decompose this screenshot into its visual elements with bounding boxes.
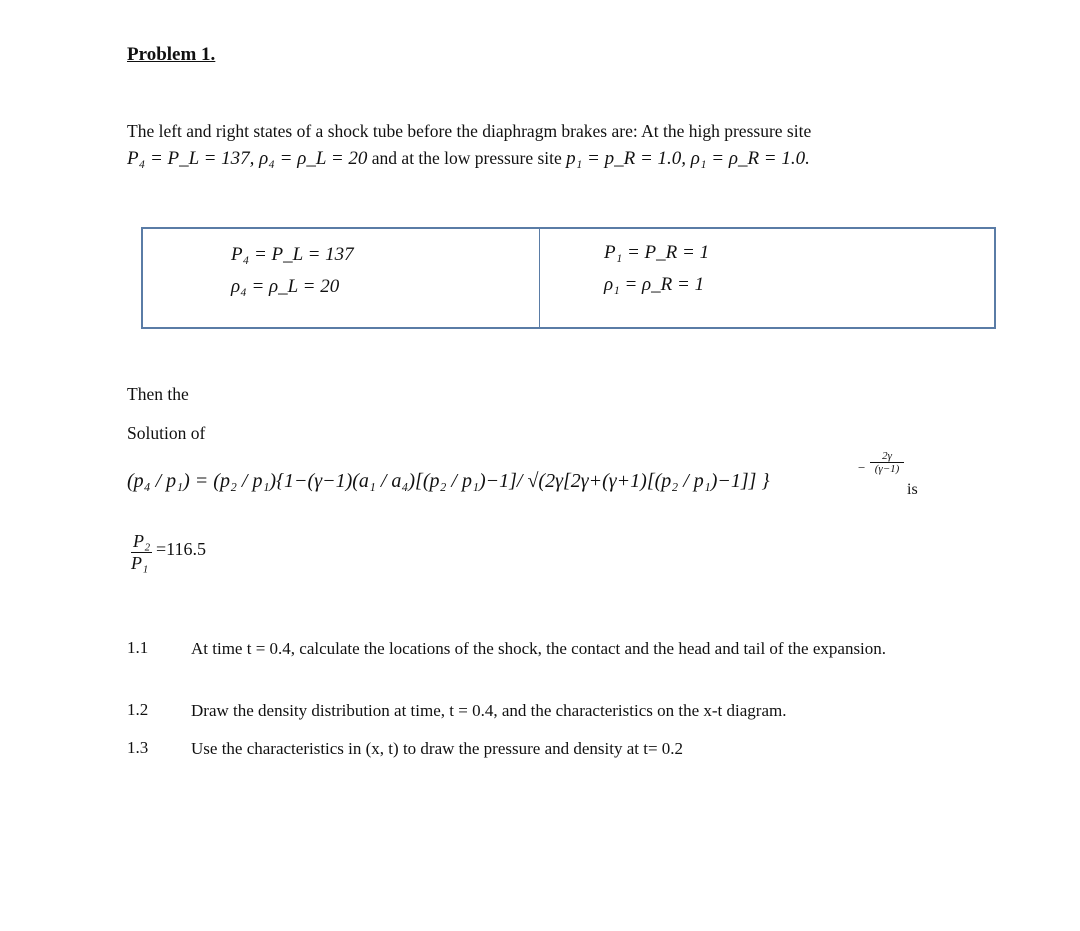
equation-exponent (870, 450, 904, 475)
is-word: is (907, 481, 918, 498)
question-text: At time t = 0.4, calculate the locations of the shock, the contact and the head and tail of the expansion. (191, 639, 887, 658)
right-pressure: P₁ = P_R = 1 (604, 242, 710, 263)
shock-tube-equation: (p₄ / p₁) = (p₂ / p₁){1−(γ−1)(a₁ / a₄)[(p₂ / p₁)−1]/ √(2γ[2γ+(γ+1)[(p₂ / p₁)−1]] } (127, 470, 770, 492)
low-pressure-state-equation: p₁ = p_R = 1.0, ρ₁ = ρ_R = 1.0. (566, 148, 810, 169)
high-pressure-state-equation: P₄ = P_L = 137, ρ₄ = ρ_L = 20 (127, 148, 368, 169)
ratio-denominator: P₁ (131, 553, 149, 573)
left-density: ρ₄ = ρ_L = 20 (231, 276, 340, 297)
ratio-numerator: P₂ (133, 531, 151, 551)
question-number: 1.1 (127, 638, 149, 657)
intro-mid-text: and at the low pressure site (371, 148, 562, 168)
right-density: ρ₁ = ρ_R = 1 (604, 274, 705, 295)
pressure-ratio-fraction (131, 531, 152, 574)
question-text: Use the characteristics in (x, t) to draw the pressure and density at t= 0.2 (191, 739, 684, 758)
intro-line-2 (127, 148, 810, 170)
problem-title: Problem 1. (127, 44, 216, 65)
exponent-numerator: 2γ (870, 450, 904, 463)
exponent-denominator: (γ−1) (874, 463, 900, 475)
question-number: 1.3 (127, 738, 149, 757)
table-divider (539, 229, 540, 327)
question-number: 1.2 (127, 700, 149, 719)
pressure-ratio-value: =116.5 (156, 539, 206, 559)
intro-line-1: The left and right states of a shock tube before the diaphragm brakes are: At the high pressure site (127, 121, 812, 141)
then-the-text: Then the (127, 384, 189, 404)
left-pressure: P₄ = P_L = 137 (231, 244, 354, 265)
solution-of-text: Solution of (127, 423, 206, 443)
exponent-sign: − (858, 460, 866, 475)
question-text: Draw the density distribution at time, t = 0.4, and the characteristics on the x-t diagram. (191, 701, 787, 720)
